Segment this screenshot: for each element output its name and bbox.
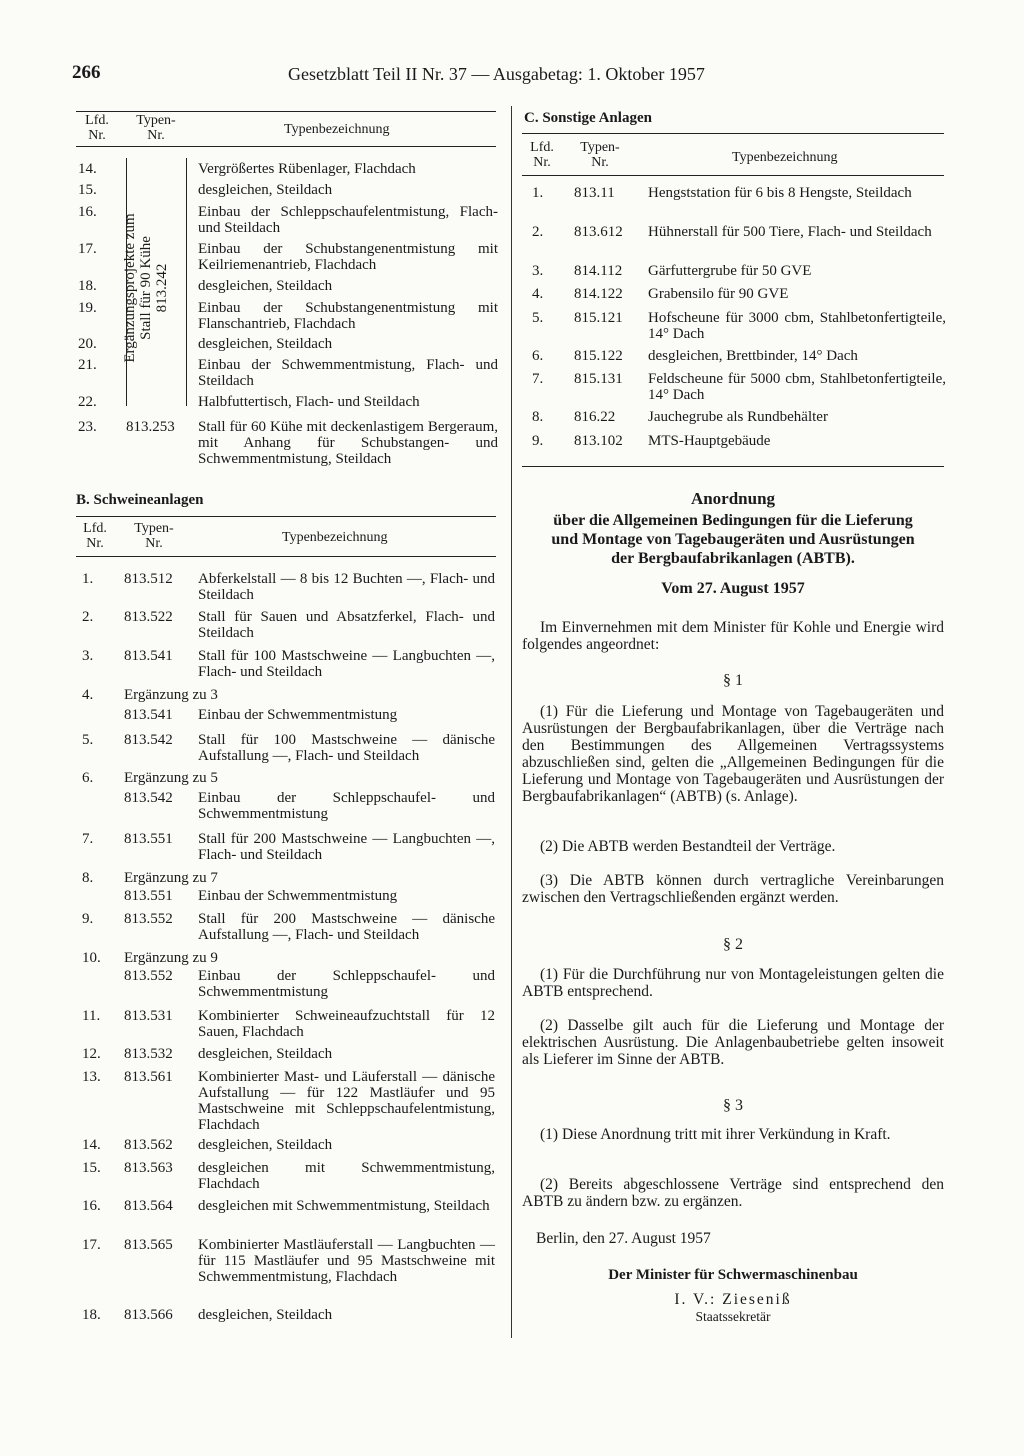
table-row (78, 648, 498, 680)
table-row (526, 433, 946, 449)
table-row (78, 204, 498, 236)
type-designation: desgleichen, Steildach (198, 182, 333, 198)
type-number: 813.531 (124, 1008, 173, 1024)
row-number: 5. (82, 732, 94, 748)
section-1-para-1: (1) Für die Lieferung und Montage von Tagebaugeräten und Ausrüstungen der Bergbaufabrikanlagen, über die Verträge nach den Bestimmungen des Allgemeinen Vertragssystems abzuschließen sind, gelten die „Allgemeinen Bedingungen für die Lieferung und Montage von Tagebaugeräten und Ausrüstungen der Bergbaufabrikanlagen“ (ABTB) (s. Anlage). (522, 703, 944, 805)
row-number: 6. (82, 770, 94, 786)
type-number: 813.522 (124, 609, 173, 625)
row-number: 6. (532, 348, 544, 364)
type-designation: Einbau der Schwemmentmistung, Flach- und Steildach (198, 357, 498, 389)
signer-office: Der Minister für Schwermaschinenbau (608, 1267, 858, 1283)
type-number: 813.551 (124, 888, 173, 904)
row-number: 16. (78, 204, 97, 220)
type-designation: Stall für 200 Mastschweine — Langbuchten —, Flach- und Steildach (198, 831, 495, 863)
table-row (526, 310, 946, 342)
table-row (526, 348, 946, 364)
row-number: 14. (82, 1137, 101, 1153)
column-divider (511, 106, 512, 1338)
table-b-top-rule (76, 516, 496, 517)
row-number: 22. (78, 394, 97, 410)
page-number: 266 (72, 62, 101, 83)
type-number: 813.552 (124, 968, 173, 984)
table-row (78, 888, 498, 904)
type-designation: Kombinierter Schweineaufzuchtstall für 12 Sauen, Flachdach (198, 1008, 495, 1040)
type-designation: Feldscheune für 5000 cbm, Stahlbetonfertigteile, 14° Dach (648, 371, 946, 403)
table-row (78, 182, 498, 198)
table-row (78, 419, 498, 467)
table-row (78, 732, 498, 764)
col-header-typen: Typen- Nr. (580, 140, 620, 170)
row-number: 7. (532, 371, 544, 387)
table-row (78, 1160, 498, 1192)
section-1-heading: § 1 (723, 672, 743, 689)
row-number: 3. (82, 648, 94, 664)
type-number: 813.102 (574, 433, 623, 449)
table-c-bottom-rule (522, 466, 944, 467)
table-row (78, 790, 498, 822)
table-row (78, 161, 498, 177)
type-designation: Hengststation für 6 bis 8 Hengste, Steildach (648, 185, 912, 201)
table-row (78, 1008, 498, 1040)
table-row (526, 409, 946, 425)
table-row (78, 968, 498, 1000)
row-number: 10. (82, 950, 101, 966)
type-number: 813.542 (124, 732, 173, 748)
type-number: 813.541 (124, 648, 173, 664)
section-2-para-1: (1) Für die Durchführung nur von Montageleistungen gelten die ABTB entsprechend. (522, 966, 944, 1000)
table-row (78, 300, 498, 332)
table-a-header-rule (76, 146, 496, 147)
signer-title: Staatssekretär (695, 1309, 771, 1324)
table-row (78, 911, 498, 943)
type-designation: desgleichen, Steildach (198, 1046, 333, 1062)
section-3-heading: § 3 (723, 1097, 743, 1114)
type-designation: desgleichen, Steildach (198, 1307, 333, 1323)
row-number: 12. (82, 1046, 101, 1062)
type-designation: Einbau der Schleppschaufel- und Schwemmentmistung (198, 968, 495, 1000)
table-row (78, 278, 498, 294)
row-number: 14. (78, 161, 97, 177)
type-number: 813.561 (124, 1069, 173, 1085)
type-designation: desgleichen, Brettbinder, 14° Dach (648, 348, 858, 364)
row-number: 18. (78, 278, 97, 294)
table-row (78, 1046, 498, 1062)
table-row (78, 609, 498, 641)
type-designation: Abferkelstall — 8 bis 12 Buchten —, Flach- und Steildach (198, 571, 495, 603)
type-number: 814.122 (574, 286, 623, 302)
section-1-para-3: (3) Die ABTB können durch vertragliche Vereinbarungen zwischen den Vertragschließenden ergänzt werden. (522, 872, 944, 906)
type-number: Ergänzung zu 7 (124, 870, 218, 886)
section-3-para-2: (2) Bereits abgeschlossene Verträge sind entsprechend den ABTB zu ändern bzw. zu ergänzen. (522, 1176, 944, 1210)
type-number: 815.131 (574, 371, 623, 387)
table-c-top-rule (522, 133, 944, 134)
row-number: 15. (82, 1160, 101, 1176)
anordnung-title: Anordnung (690, 489, 776, 508)
type-number: Ergänzung zu 5 (124, 770, 218, 786)
row-number: 1. (82, 571, 94, 587)
type-designation: Kombinierter Mastläuferstall — Langbuchten — für 115 Mastläufer und 95 Mastschweine mit Schwemmentmistung, Flachdach (198, 1237, 495, 1285)
section-3-para-1: (1) Diese Anordnung tritt mit ihrer Verkündung in Kraft. (540, 1126, 891, 1143)
type-designation: Stall für 100 Mastschweine — Langbuchten —, Flach- und Steildach (198, 648, 495, 680)
type-designation: Einbau der Schwemmentmistung (198, 888, 398, 904)
table-c-header-rule (522, 175, 944, 176)
row-number: 5. (532, 310, 544, 326)
anordnung-date: Vom 27. August 1957 (661, 580, 805, 597)
table-row (78, 870, 498, 886)
type-number: 813.564 (124, 1198, 173, 1214)
section-2-heading: § 2 (723, 936, 743, 953)
type-number: 814.112 (574, 263, 623, 279)
type-designation: Stall für 200 Mastschweine — dänische Aufstallung —, Flach- und Steildach (198, 911, 495, 943)
col-header-typenbezeichnung: Typenbezeichnung (732, 150, 838, 165)
col-header-typen: Typen- Nr. (134, 521, 174, 551)
type-number: 813.532 (124, 1046, 173, 1062)
row-number: 15. (78, 182, 97, 198)
type-designation: desgleichen, Steildach (198, 1137, 333, 1153)
col-header-lfd: Lfd. Nr. (530, 140, 554, 170)
table-row (78, 357, 498, 389)
row-number: 9. (82, 911, 94, 927)
type-designation: desgleichen, Steildach (198, 336, 333, 352)
type-designation: desgleichen, Steildach (198, 278, 333, 294)
col-header-typen: Typen- Nr. (136, 113, 176, 143)
table-row (78, 770, 498, 786)
type-number: Ergänzung zu 9 (124, 950, 218, 966)
place-date: Berlin, den 27. August 1957 (536, 1230, 711, 1247)
signer-name: I. V.: Ziesenіß (674, 1291, 792, 1308)
type-number: 813.253 (126, 419, 175, 435)
type-number: 813.566 (124, 1307, 173, 1323)
row-number: 7. (82, 831, 94, 847)
type-number: 815.121 (574, 310, 623, 326)
type-designation: Einbau der Schleppschaufel- und Schwemmentmistung (198, 790, 495, 822)
type-designation: Einbau der Schubstangenentmistung mit Flanschantrieb, Flachdach (198, 300, 498, 332)
type-number: 813.563 (124, 1160, 173, 1176)
type-number: 813.612 (574, 224, 623, 240)
table-row (526, 185, 946, 201)
type-designation: Einbau der Schleppschaufelentmistung, Flach- und Steildach (198, 204, 498, 236)
type-number: 815.122 (574, 348, 623, 364)
type-number: 813.552 (124, 911, 173, 927)
row-number: 19. (78, 300, 97, 316)
table-row (78, 1237, 498, 1285)
type-designation: desgleichen mit Schwemmentmistung, Flachdach (198, 1160, 495, 1192)
type-number: 813.562 (124, 1137, 173, 1153)
anordnung-subtitle: über die Allgemeinen Bedingungen für die Lieferung und Montage von Tagebaugeräten und Ausrüstungen der Bergbaufabrikanlagen (ABTB). (551, 512, 915, 567)
row-number: 23. (78, 419, 97, 435)
row-number: 17. (82, 1237, 101, 1253)
type-number: 813.565 (124, 1237, 173, 1253)
table-row (526, 224, 946, 240)
type-number: 813.541 (124, 707, 173, 723)
type-designation: MTS-Hauptgebäude (648, 433, 771, 449)
section-b-heading: B. Schweineanlagen (76, 492, 204, 508)
table-row (78, 687, 498, 703)
table-b-header-rule (76, 556, 496, 557)
type-designation: Einbau der Schubstangenentmistung mit Keilriemenantrieb, Flachdach (198, 241, 498, 273)
table-row (526, 371, 946, 403)
page-header-title: Gesetzblatt Teil II Nr. 37 — Ausgabetag: 1. Oktober 1957 (288, 64, 705, 84)
row-number: 2. (82, 609, 94, 625)
type-designation: Stall für 60 Kühe mit deckenlastigem Bergeraum, mit Anhang für Schubstangen- und Schwemmentmistung, Steildach (198, 419, 498, 467)
row-number: 11. (82, 1008, 101, 1024)
table-a-top-rule (76, 111, 496, 112)
type-designation: Jauchegrube als Rundbehälter (648, 409, 828, 425)
table-row (78, 571, 498, 603)
row-number: 1. (532, 185, 544, 201)
type-number: 813.542 (124, 790, 173, 806)
col-header-lfd: Lfd. Nr. (83, 521, 107, 551)
row-number: 4. (82, 687, 94, 703)
col-header-lfd: Lfd. Nr. (85, 113, 109, 143)
type-number: 813.11 (574, 185, 615, 201)
row-number: 17. (78, 241, 97, 257)
section-1-para-2: (2) Die ABTB werden Bestandteil der Verträge. (540, 838, 836, 855)
row-number: 9. (532, 433, 544, 449)
type-number: 813.551 (124, 831, 173, 847)
table-row (78, 707, 498, 723)
type-number: 813.512 (124, 571, 173, 587)
type-designation: Stall für 100 Mastschweine — dänische Aufstallung —, Flach- und Steildach (198, 732, 495, 764)
table-row (78, 831, 498, 863)
table-row (78, 394, 498, 410)
anordnung-intro: Im Einvernehmen mit dem Minister für Kohle und Energie wird folgendes angeordnet: (522, 619, 944, 653)
row-number: 2. (532, 224, 544, 240)
table-row (78, 1198, 498, 1214)
type-number: Ergänzung zu 3 (124, 687, 218, 703)
row-number: 8. (82, 870, 94, 886)
table-row (78, 241, 498, 273)
type-designation: Kombinierter Mast- und Läuferstall — dänische Aufstallung — für 122 Mastläufer und 95 Mastschweine mit Schleppschaufelentmistung, Flachdach (198, 1069, 495, 1133)
row-number: 8. (532, 409, 544, 425)
col-header-typenbezeichnung: Typenbezeichnung (284, 122, 390, 137)
row-number: 13. (82, 1069, 101, 1085)
table-row (78, 950, 498, 966)
group-label-ergaenzungsprojekte: Ergänzungsprojekte zum Stall für 90 Kühe 813.242 (122, 213, 170, 363)
row-number: 3. (532, 263, 544, 279)
table-row (526, 286, 946, 302)
row-number: 4. (532, 286, 544, 302)
table-row (78, 1307, 498, 1323)
table-row (78, 1069, 498, 1133)
row-number: 21. (78, 357, 97, 373)
row-number: 16. (82, 1198, 101, 1214)
row-number: 18. (82, 1307, 101, 1323)
row-number: 20. (78, 336, 97, 352)
section-c-heading: C. Sonstige Anlagen (524, 110, 652, 126)
type-designation: Hofscheune für 3000 cbm, Stahlbetonfertigteile, 14° Dach (648, 310, 946, 342)
table-row (78, 336, 498, 352)
type-number: 816.22 (574, 409, 616, 425)
type-designation: Einbau der Schwemmentmistung (198, 707, 398, 723)
type-designation: Gärfuttergrube für 50 GVE (648, 263, 812, 279)
type-designation: desgleichen mit Schwemmentmistung, Steildach (198, 1198, 490, 1214)
table-row (526, 263, 946, 279)
type-designation: Hühnerstall für 500 Tiere, Flach- und Steildach (648, 224, 932, 240)
type-designation: Vergrößertes Rübenlager, Flachdach (198, 161, 416, 177)
type-designation: Halbfuttertisch, Flach- und Steildach (198, 394, 420, 410)
table-row (78, 1137, 498, 1153)
col-header-typenbezeichnung: Typenbezeichnung (282, 530, 388, 545)
type-designation: Grabensilo für 90 GVE (648, 286, 789, 302)
section-2-para-2: (2) Dasselbe gilt auch für die Lieferung und Montage der elektrischen Ausrüstung. Die Anlagenbaubetriebe gelten insoweit als Lieferer im Sinne der ABTB. (522, 1017, 944, 1068)
type-designation: Stall für Sauen und Absatzferkel, Flach- und Steildach (198, 609, 495, 641)
